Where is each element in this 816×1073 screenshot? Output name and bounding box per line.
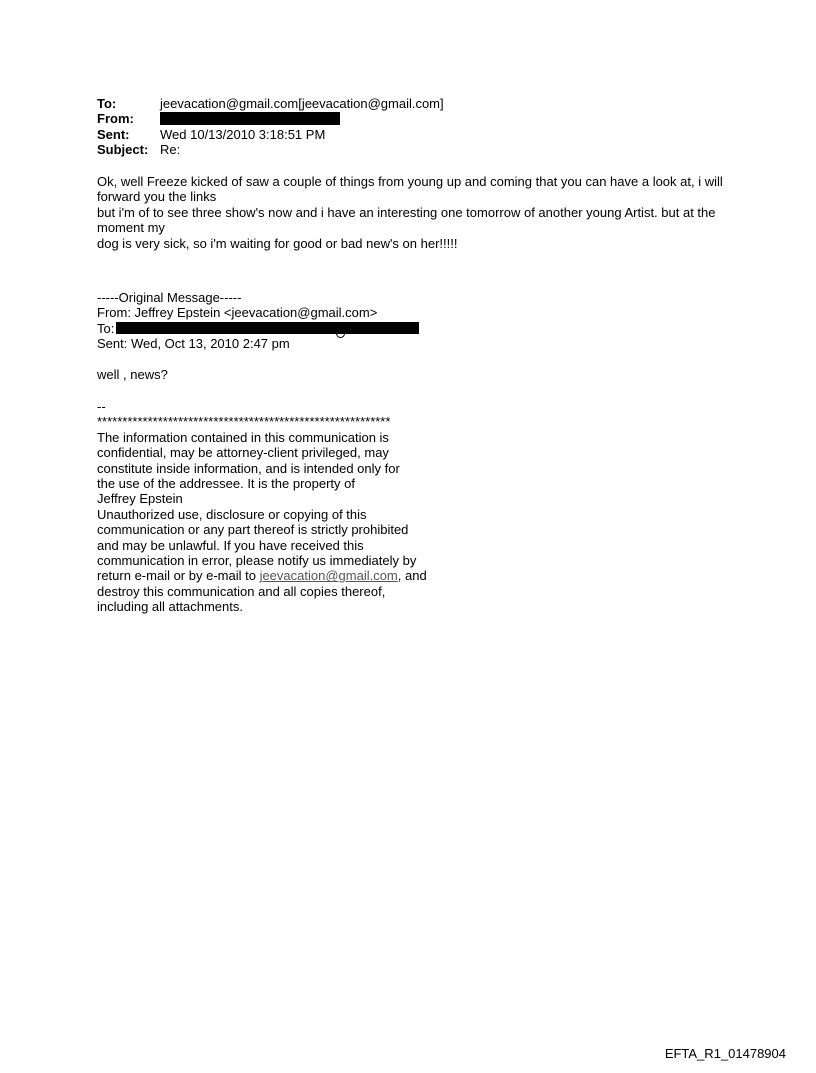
- header-row-subject: [97, 142, 444, 157]
- signature-block: [97, 399, 427, 615]
- disclaimer-text: [97, 430, 427, 615]
- disclaimer-after-link: , and destroy this communication and all copies thereof, including all attachments.: [97, 568, 427, 615]
- original-message-sent-line: Sent: Wed, Oct 13, 2010 2:47 pm: [97, 336, 290, 352]
- to-redaction-bar: [116, 322, 419, 334]
- sent-label: Sent:: [97, 126, 130, 142]
- from-value: [160, 111, 340, 126]
- original-message-to-label: To:: [97, 320, 115, 336]
- from-label: From:: [97, 111, 134, 127]
- to-label: To:: [97, 96, 117, 111]
- subject-value: Re:: [160, 142, 181, 158]
- to-value: jeevacation@gmail.com[jeevacation@gmail.com]: [160, 96, 444, 111]
- email-body-text: Ok, well Freeze kicked of saw a couple of things from young up and coming that you can have a look at, i will forward you the links but i'm of to see three show's now and i have an interesting one tomorrow of another young Artist. but at the moment my dog is very sick, so i'm waiting for good or bad new's on her!!!!!: [97, 174, 723, 251]
- original-message-block: [97, 290, 419, 382]
- email-link[interactable]: jeevacation@gmail.com: [259, 568, 398, 584]
- bates-number: EFTA_R1_01478904: [664, 1046, 786, 1061]
- original-message-from-line: From: Jeffrey Epstein <jeevacation@gmail.com>: [97, 305, 378, 321]
- disclaimer-before-link: The information contained in this communication is confidential, may be attorney-client privileged, may constitute inside information, and is intended only for the use of the addressee. It is the property of Jeffrey Epstein Unauthorized use, disclosure or copying of this communication or any part thereof is strictly prohibited and may be unlawful. If you have received this communication in error, please notify us immediately by return e-mail or by e-mail to: [97, 429, 417, 584]
- subject-label: Subject:: [97, 142, 149, 158]
- original-message-separator: -----Original Message-----: [97, 290, 242, 305]
- signature-dashes: --: [97, 399, 106, 414]
- signature-asterisk-divider: **********************************************************: [97, 414, 391, 430]
- header-row-to: [97, 96, 444, 111]
- header-row-sent: [97, 127, 444, 142]
- blank-line: [97, 352, 419, 367]
- header-row-from: [97, 111, 444, 126]
- quoted-message-text: well , news?: [97, 366, 168, 382]
- email-header: [97, 96, 444, 158]
- original-message-to-line: [97, 321, 419, 336]
- sent-value: Wed 10/13/2010 3:18:51 PM: [160, 126, 326, 142]
- from-redaction-bar: [160, 112, 340, 125]
